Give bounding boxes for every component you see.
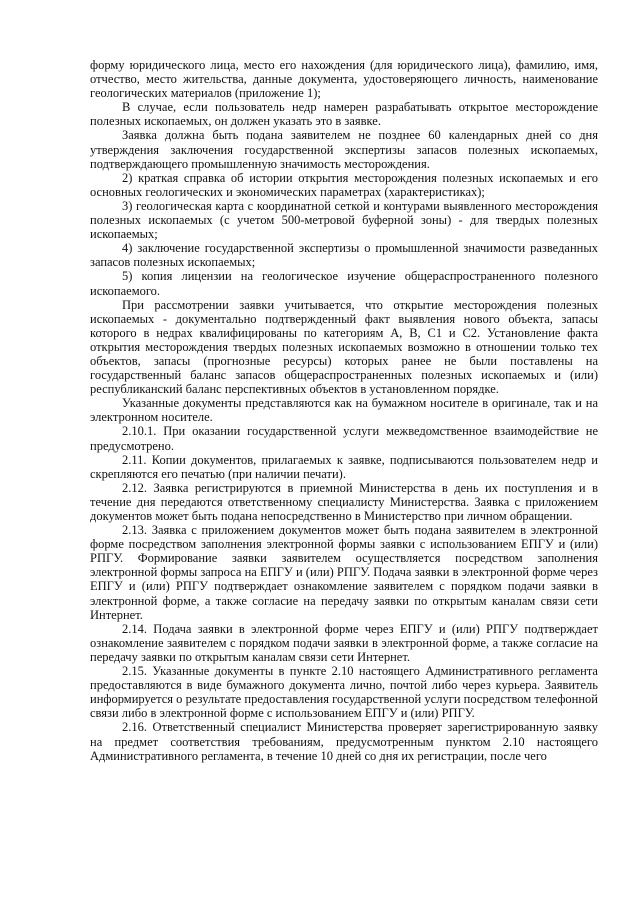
paragraph-2-11: 2.11. Копии документов, прилагаемых к заявке, подписываются пользователем недр и скрепляются его печатью (при наличии печати). [90,452,598,481]
paragraph-item-4: 4) заключение государственной экспертизы о промышленной значимости разведанных запасов полезных ископаемых; [90,241,598,270]
paragraph-open-deposit: В случае, если пользователь недр намерен разрабатывать открытое месторождение полезных ископаемых, он должен указать это в заявке. [90,100,598,129]
paragraph-2-14: 2.14. Подача заявки в электронной форме через ЕПГУ и (или) РПГУ подтверждает ознакомление заявителем с порядком подачи заявки в электронной форме, а также согласие на передачу заявки по открытым каналам связи сети Интернет. [90,621,598,664]
paragraph-applicant-details: форму юридического лица, место его нахождения (для юридического лица), фамилию, имя, отчество, место жительства, данные документа, удостоверяющего личность, наименование геологических материалов (приложение 1); [90,58,598,101]
paragraph-2-13: 2.13. Заявка с приложением документов может быть подана заявителем в электронной форме посредством заполнения электронной формы заявки с использованием ЕПГУ и (или) РПГУ. Формирование заявки заявителем осуществляется посредством заполнения электронной формы запроса на ЕПГУ и (или) РПГУ. Подача заявки в электронной форме через ЕПГУ и (или) РПГУ подтверждает ознакомление заявителем с порядком подачи заявки в электронной форме, а также согласие на передачу заявки по открытым каналам связи сети Интернет. [90,523,598,622]
paragraph-item-2: 2) краткая справка об истории открытия месторождения полезных ископаемых и его основных геологических и экономических параметрах (характеристиках); [90,170,598,199]
paragraph-document-format: Указанные документы представляются как на бумажном носителе в оригинале, так и на электронном носителе. [90,396,598,425]
paragraph-discovery-definition: При рассмотрении заявки учитывается, что открытие месторождения полезных ископаемых - документально подтвержденный факт выявления нового объекта, запасы которого в недрах квалифицированы по категориям А, В, С1 и С2. Установление факта открытия месторождения твердых полезных ископаемых возможно в отношении только тех объектов, запасы (прогнозные ресурсы) которых ранее не были поставлены на государственный баланс запасов общераспространенных полезных ископаемых и (или) республиканский баланс перспективных объектов в установленном порядке. [90,297,598,397]
paragraph-2-15: 2.15. Указанные документы в пункте 2.10 настоящего Административного регламента предоставляются в виде бумажного документа лично, почтой либо через курьера. Заявитель информируется о результате предоставления государственной услуги посредством телефонной связи либо в электронной форме с использованием ЕПГУ и (или) РПГУ. [90,664,598,721]
paragraph-application-deadline: Заявка должна быть подана заявителем не позднее 60 календарных дней со дня утверждения заключения государственной экспертизы запасов полезных ископаемых, подтверждающего промышленную значимость месторождения. [90,128,598,171]
paragraph-2-16: 2.16. Ответственный специалист Министерства проверяет зарегистрированную заявку на предмет соответствия требованиям, предусмотренным пунктом 2.10 настоящего Административного регламента, в течение 10 дней со дня их регистрации, после чего [90,720,598,763]
paragraph-2-12: 2.12. Заявка регистрируются в приемной Министерства в день их поступления и в течение дня передаются ответственному специалисту Министерства. Заявка с приложением документов может быть подана непосредственно в Министерство при личном обращении. [90,480,598,523]
paragraph-item-5: 5) копия лицензии на геологическое изучение общераспространенного полезного ископаемого. [90,269,598,298]
paragraph-item-3: 3) геологическая карта с координатной сеткой и контурами выявленного месторождения полезных ископаемых (с учетом 500-метровой буферной зоны) - для твердых полезных ископаемых; [90,198,598,242]
paragraph-2-10-1: 2.10.1. При оказании государственной услуги межведомственное взаимодействие не предусмотрено. [90,424,598,453]
document-page [90,58,598,763]
